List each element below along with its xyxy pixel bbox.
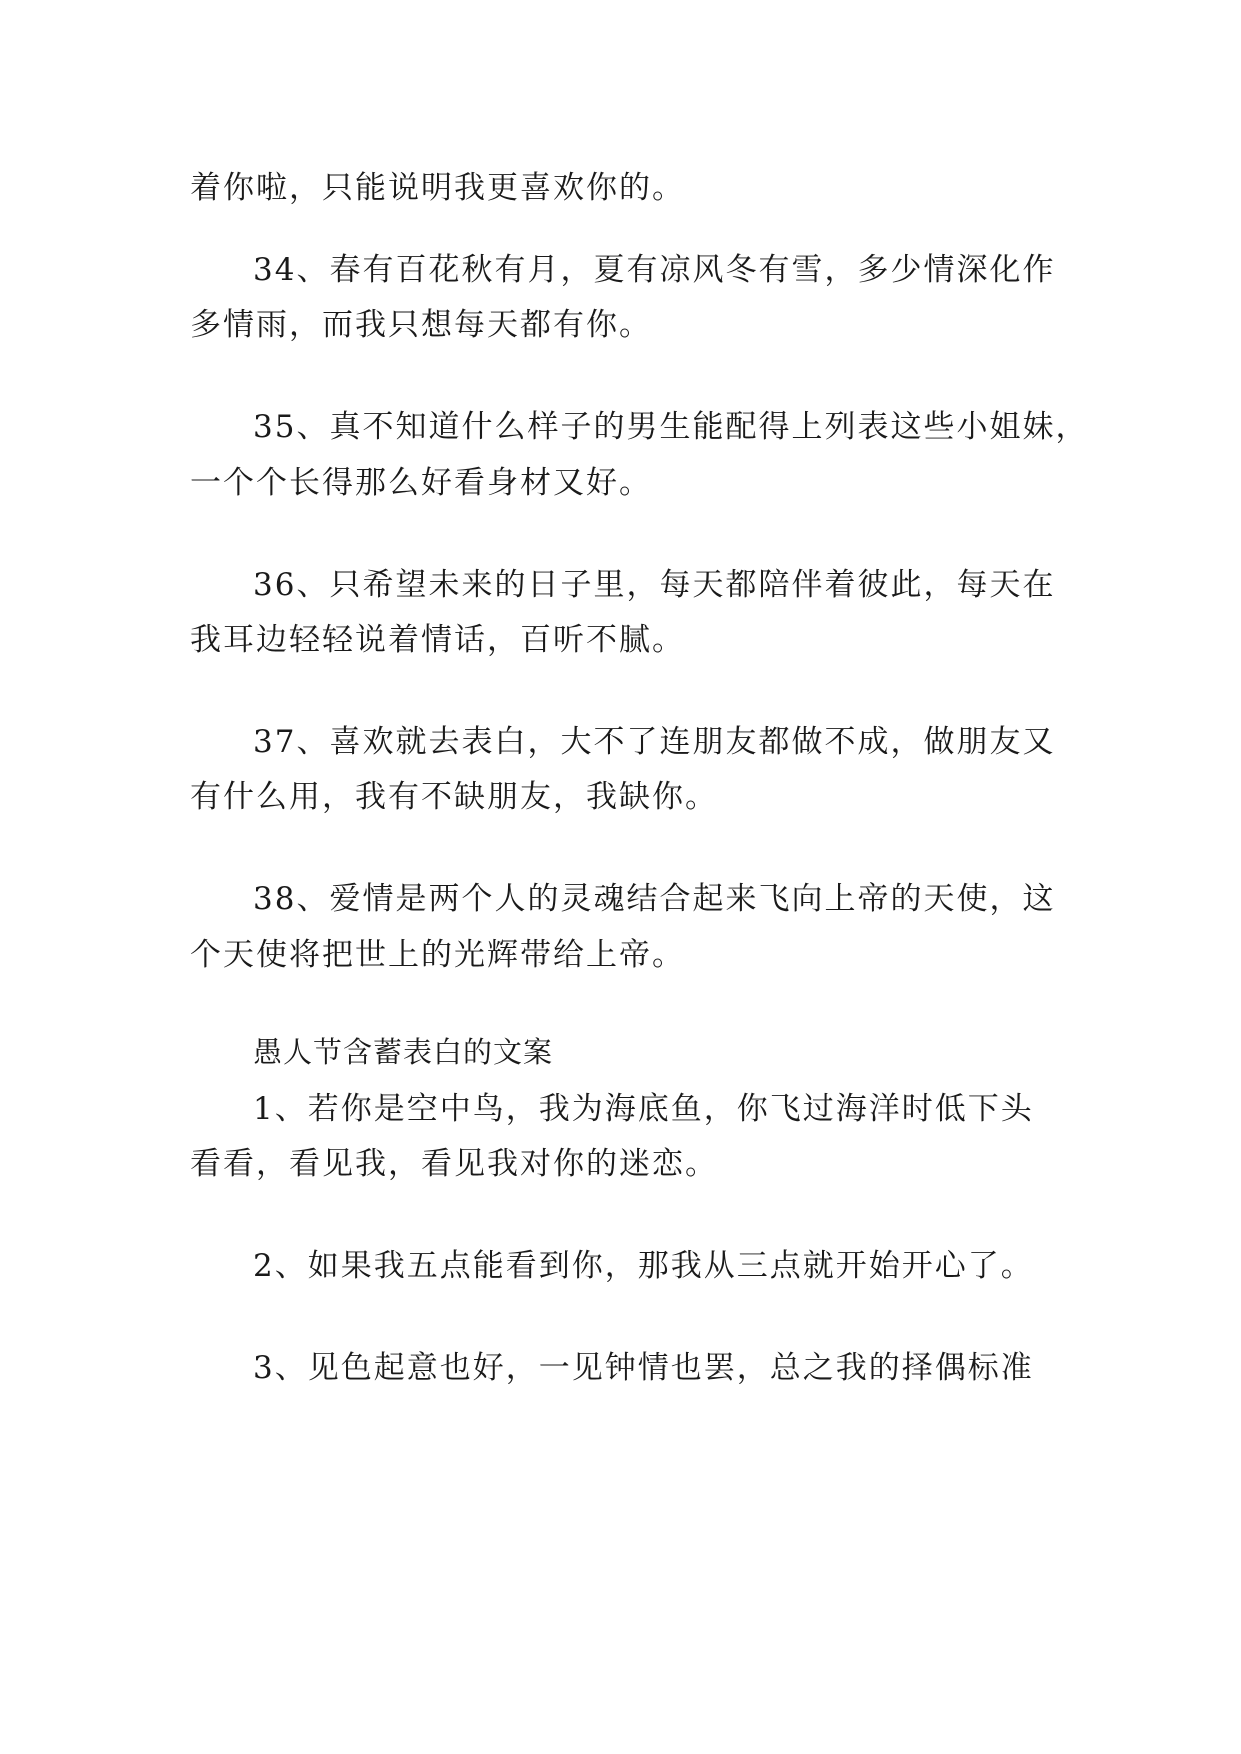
paragraph-34-line-1: 34、春有百花秋有月，夏有凉风冬有雪，多少情深化作 [253, 252, 1056, 288]
item-1-line-2: 看看，看见我，看见我对你的迷恋。 [190, 1146, 718, 1182]
paragraph-38-line-1: 38、爱情是两个人的灵魂结合起来飞向上帝的天使，这 [253, 881, 1056, 917]
paragraph-35-line-1: 35、真不知道什么样子的男生能配得上列表这些小姐妹， [253, 409, 1089, 445]
item-3-line-1: 3、见色起意也好，一见钟情也罢，总之我的择偶标准 [253, 1350, 1034, 1386]
item-2-line-1: 2、如果我五点能看到你，那我从三点就开始开心了。 [253, 1248, 1034, 1284]
paragraph-37-line-1: 37、喜欢就去表白，大不了连朋友都做不成，做朋友又 [253, 724, 1056, 760]
section-heading: 愚人节含蓄表白的文案 [253, 1035, 554, 1069]
item-1-line-1: 1、若你是空中鸟，我为海底鱼，你飞过海洋时低下头 [253, 1091, 1034, 1127]
paragraph-36-line-2: 我耳边轻轻说着情话，百听不腻。 [190, 622, 685, 658]
paragraph-34-line-2: 多情雨，而我只想每天都有你。 [190, 307, 652, 343]
paragraph-36-line-1: 36、只希望未来的日子里，每天都陪伴着彼此，每天在 [253, 567, 1056, 603]
paragraph-33-continuation: 着你啦，只能说明我更喜欢你的。 [190, 170, 685, 206]
paragraph-38-line-2: 个天使将把世上的光辉带给上帝。 [190, 937, 685, 973]
paragraph-37-line-2: 有什么用，我有不缺朋友，我缺你。 [190, 779, 718, 815]
paragraph-35-line-2: 一个个长得那么好看身材又好。 [190, 465, 652, 501]
